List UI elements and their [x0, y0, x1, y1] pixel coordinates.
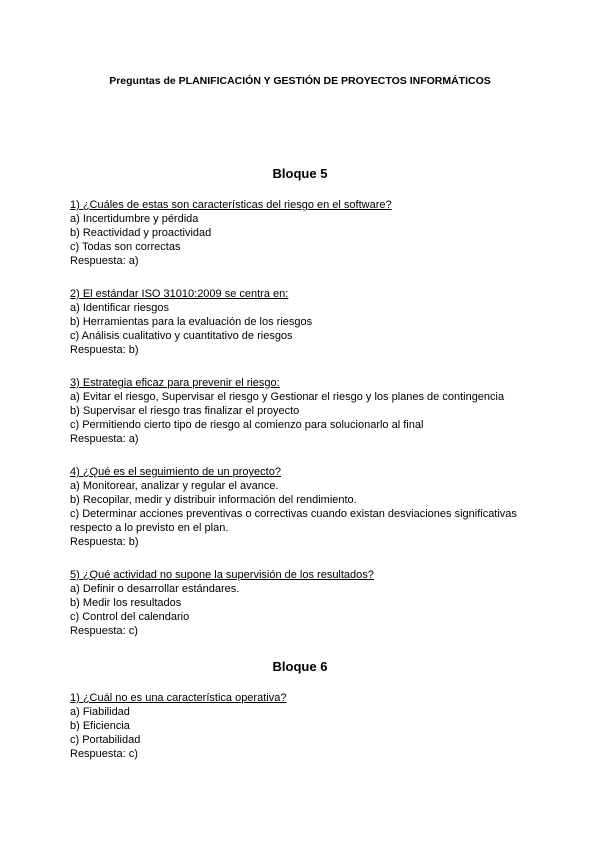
- question-title: 4) ¿Qué es el seguimiento de un proyecto?: [70, 466, 281, 478]
- question-b5-1: [70, 198, 560, 268]
- option-a: a) Monitorear, analizar y regular el avance.: [70, 480, 279, 492]
- answer: Respuesta: a): [70, 255, 139, 267]
- option-c: c) Determinar acciones preventivas o correctivas cuando existan desviaciones significativas respecto a lo previsto en el plan.: [70, 508, 517, 534]
- option-a: a) Definir o desarrollar estándares.: [70, 583, 240, 595]
- answer: Respuesta: c): [70, 748, 138, 760]
- question-b5-2: [70, 287, 560, 357]
- question-b5-3: [70, 376, 560, 446]
- answer: Respuesta: a): [70, 433, 139, 445]
- option-b: b) Eficiencia: [70, 720, 130, 732]
- question-b5-4: [70, 465, 560, 549]
- bloque-6-section: [0, 659, 600, 761]
- option-b: b) Herramientas para la evaluación de los riesgos: [70, 316, 313, 328]
- answer: Respuesta: c): [70, 625, 138, 637]
- bloque-5-section: [0, 166, 600, 638]
- question-b6-1: [70, 691, 560, 761]
- option-a: a) Identificar riesgos: [70, 302, 170, 314]
- question-title: 2) El estándar ISO 31010:2009 se centra en:: [70, 288, 289, 300]
- question-title: 3) Estrategia eficaz para prevenir el riesgo:: [70, 377, 280, 389]
- option-b: b) Reactividad y proactividad: [70, 227, 212, 239]
- option-b: b) Medir los resultados: [70, 597, 182, 609]
- bloque-5-heading: Bloque 5: [272, 166, 328, 181]
- bloque-6-heading: Bloque 6: [272, 659, 328, 674]
- option-a: a) Fiabilidad: [70, 706, 130, 718]
- option-c: c) Análisis cualitativo y cuantitativo de riesgos: [70, 330, 293, 342]
- option-c: c) Permitiendo cierto tipo de riesgo al comienzo para solucionarlo al final: [70, 419, 424, 431]
- question-title: 1) ¿Cuáles de estas son características del riesgo en el software?: [70, 199, 392, 211]
- answer: Respuesta: b): [70, 536, 139, 548]
- option-c: c) Portabilidad: [70, 734, 141, 746]
- option-a: a) Evitar el riesgo, Supervisar el riesgo y Gestionar el riesgo y los planes de contingencia: [70, 391, 505, 403]
- option-c: c) Todas son correctas: [70, 241, 181, 253]
- question-b5-5: [70, 568, 560, 638]
- option-c: c) Control del calendario: [70, 611, 190, 623]
- question-title: 1) ¿Cuál no es una característica operativa?: [70, 692, 287, 704]
- option-a: a) Incertidumbre y pérdida: [70, 213, 199, 225]
- option-b: b) Supervisar el riesgo tras finalizar el proyecto: [70, 405, 300, 417]
- question-title: 5) ¿Qué actividad no supone la supervisión de los resultados?: [70, 569, 374, 581]
- answer: Respuesta: b): [70, 344, 139, 356]
- doc-title: Preguntas de PLANIFICACIÓN Y GESTIÓN DE PROYECTOS INFORMÁTICOS: [109, 75, 491, 87]
- option-b: b) Recopilar, medir y distribuir información del rendimiento.: [70, 494, 357, 506]
